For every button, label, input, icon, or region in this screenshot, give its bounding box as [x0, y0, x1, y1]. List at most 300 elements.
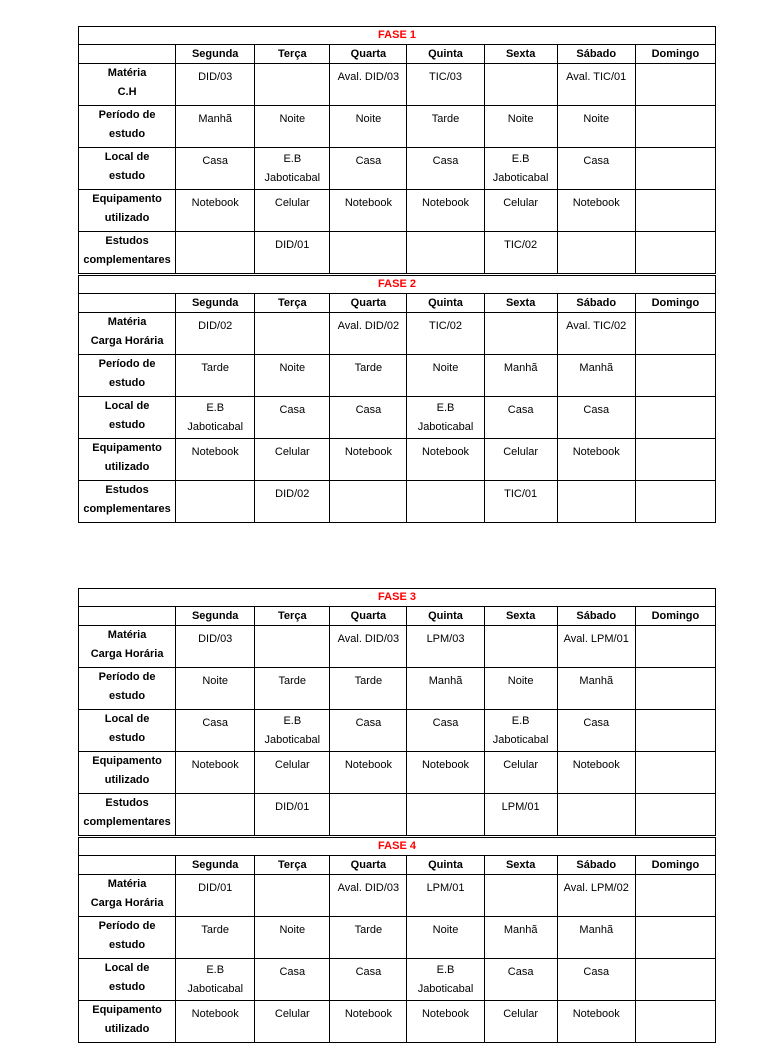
cell-text: Manhã — [503, 924, 538, 936]
row-label-line: complementares — [83, 503, 171, 515]
cell-text: Casa — [583, 155, 610, 167]
table-row — [79, 626, 716, 668]
table-row — [79, 232, 716, 274]
cell-text: Noite — [279, 924, 306, 936]
table-row — [79, 1001, 716, 1043]
cell-text: Casa — [202, 717, 229, 729]
cell-text: Noite — [583, 113, 610, 125]
header-row — [79, 294, 716, 313]
row-label-line: Estudos — [105, 235, 149, 247]
row-label-line: utilizado — [104, 212, 150, 224]
table-cell — [176, 439, 255, 481]
cell-text: Celular — [274, 759, 310, 771]
table-cell — [176, 190, 255, 232]
cell-text: E.B — [436, 963, 455, 976]
cell-text: Celular — [503, 1008, 539, 1020]
day-header: Sexta — [484, 294, 557, 313]
table-cell — [176, 710, 255, 752]
day-header: Domingo — [635, 856, 715, 875]
table-row — [79, 794, 716, 836]
cell-text: Notebook — [191, 759, 239, 771]
table-cell — [635, 917, 715, 959]
cell-text: Aval. LPM/01 — [563, 633, 629, 645]
title-row — [79, 276, 716, 294]
table-row — [79, 710, 716, 752]
table-cell — [176, 232, 255, 274]
cell-text: DID/03 — [198, 71, 233, 83]
row-label — [79, 481, 176, 523]
table-cell — [484, 232, 557, 274]
cell-text: Notebook — [191, 446, 239, 458]
table-cell — [407, 397, 484, 439]
table-cell — [635, 668, 715, 710]
day-header: Quinta — [407, 607, 484, 626]
table-cell — [330, 64, 407, 106]
table-cell — [330, 481, 407, 523]
table-cell — [330, 959, 407, 1001]
table-cell — [635, 148, 715, 190]
cell-text: Notebook — [572, 759, 620, 771]
row-label-line: Equipamento — [92, 1004, 162, 1016]
table-cell — [176, 1001, 255, 1043]
day-header: Terça — [255, 294, 330, 313]
row-label-line: estudo — [109, 170, 146, 182]
cell-text: LPM/03 — [426, 633, 465, 645]
table-cell — [484, 313, 557, 355]
row-label-line: utilizado — [104, 1023, 150, 1035]
table-cell — [635, 875, 715, 917]
table-cell — [330, 875, 407, 917]
table-cell — [484, 668, 557, 710]
row-label-line: Equipamento — [92, 755, 162, 767]
cell-text: Jaboticabal — [492, 171, 549, 184]
table-cell — [484, 710, 557, 752]
schedule-table-fase-3 — [78, 588, 716, 836]
day-header: Quarta — [330, 856, 407, 875]
cell-text: Casa — [355, 717, 382, 729]
row-label-line: Período de — [98, 920, 156, 932]
table-cell — [484, 626, 557, 668]
cell-text: Aval. TIC/01 — [566, 71, 627, 83]
table-row — [79, 64, 716, 106]
cell-text: Celular — [274, 1008, 310, 1020]
corner-cell — [79, 294, 176, 313]
cell-text: Notebook — [421, 759, 470, 771]
table-row — [79, 397, 716, 439]
table-row — [79, 355, 716, 397]
cell-text: Notebook — [344, 446, 392, 458]
table-cell — [176, 148, 255, 190]
table-row — [79, 959, 716, 1001]
table-cell — [635, 959, 715, 1001]
row-label-line: estudo — [109, 419, 146, 431]
cell-text: TIC/02 — [429, 320, 463, 332]
cell-text: E.B — [283, 152, 302, 165]
cell-text: Notebook — [572, 197, 620, 209]
cell-text: Tarde — [278, 675, 307, 687]
cell-text: Aval. DID/03 — [337, 882, 400, 894]
row-label-line: Equipamento — [92, 193, 162, 205]
cell-text: Notebook — [344, 1008, 392, 1020]
table-cell — [407, 794, 484, 836]
day-header: Domingo — [635, 294, 715, 313]
cell-text: Noite — [279, 362, 306, 374]
table-cell — [255, 439, 330, 481]
row-label-line: Local de — [104, 151, 150, 163]
day-header: Terça — [255, 856, 330, 875]
row-label — [79, 794, 176, 836]
table-cell — [407, 148, 484, 190]
row-label-line: Período de — [98, 358, 156, 370]
cell-text: Casa — [432, 717, 459, 729]
cell-text: LPM/01 — [501, 801, 540, 813]
table-cell — [330, 1001, 407, 1043]
row-label-line: utilizado — [104, 774, 150, 786]
cell-text: Tarde — [201, 924, 229, 936]
table-cell — [255, 232, 330, 274]
schedule-table-fase-2 — [78, 275, 716, 523]
table-cell — [557, 752, 635, 794]
row-label-line: Estudos — [105, 484, 149, 496]
table-cell — [484, 148, 557, 190]
cell-text: Casa — [355, 155, 382, 167]
table-cell — [407, 626, 484, 668]
table-row — [79, 313, 716, 355]
corner-cell — [79, 45, 176, 64]
schedule-table-fase-1 — [78, 26, 716, 274]
row-label-line: Carga Horária — [90, 897, 164, 909]
row-label-line: Carga Horária — [90, 335, 164, 347]
title-row — [79, 838, 716, 856]
cell-text: Casa — [355, 966, 382, 978]
table-cell — [557, 397, 635, 439]
table-cell — [255, 917, 330, 959]
table-cell — [330, 190, 407, 232]
day-header: Sexta — [484, 607, 557, 626]
corner-cell — [79, 856, 176, 875]
table-cell — [255, 752, 330, 794]
cell-text: DID/01 — [275, 801, 310, 813]
table-cell — [176, 668, 255, 710]
header-row — [79, 856, 716, 875]
table-cell — [407, 481, 484, 523]
cell-text: LPM/01 — [426, 882, 465, 894]
table-cell — [407, 752, 484, 794]
table-cell — [484, 917, 557, 959]
cell-text: DID/01 — [275, 239, 310, 251]
table-cell — [330, 106, 407, 148]
table-cell — [557, 148, 635, 190]
table-cell — [176, 313, 255, 355]
table-row — [79, 668, 716, 710]
table-cell — [176, 106, 255, 148]
table-cell — [557, 710, 635, 752]
table-cell — [484, 106, 557, 148]
row-label — [79, 232, 176, 274]
row-label — [79, 917, 176, 959]
table-cell — [407, 232, 484, 274]
row-label — [79, 668, 176, 710]
title-row — [79, 589, 716, 607]
table-cell — [635, 710, 715, 752]
cell-text: Manhã — [198, 113, 233, 125]
row-label — [79, 875, 176, 917]
row-label — [79, 190, 176, 232]
table-cell — [635, 1001, 715, 1043]
table-cell — [557, 668, 635, 710]
table-row — [79, 875, 716, 917]
cell-text: Notebook — [421, 1008, 470, 1020]
row-label-line: estudo — [109, 939, 146, 951]
day-header: Sábado — [557, 45, 635, 64]
cell-text: Celular — [503, 759, 539, 771]
table-cell — [255, 959, 330, 1001]
cell-text: Noite — [507, 675, 534, 687]
row-label — [79, 397, 176, 439]
table-cell — [330, 313, 407, 355]
table-row — [79, 439, 716, 481]
cell-text: Jaboticabal — [264, 171, 321, 184]
cell-text: Jaboticabal — [417, 420, 474, 433]
cell-text: TIC/01 — [504, 488, 538, 500]
row-label — [79, 148, 176, 190]
fase-title: FASE 2 — [79, 276, 716, 294]
corner-cell — [79, 607, 176, 626]
table-cell — [557, 626, 635, 668]
cell-text: Manhã — [579, 924, 614, 936]
row-label — [79, 106, 176, 148]
table-cell — [176, 917, 255, 959]
cell-text: Noite — [507, 113, 534, 125]
table-cell — [407, 710, 484, 752]
cell-text: Manhã — [579, 675, 614, 687]
table-cell — [176, 752, 255, 794]
table-row — [79, 106, 716, 148]
table-cell — [330, 439, 407, 481]
table-cell — [255, 355, 330, 397]
table-cell — [176, 959, 255, 1001]
row-label — [79, 313, 176, 355]
table-cell — [635, 313, 715, 355]
table-cell — [407, 439, 484, 481]
table-cell — [255, 481, 330, 523]
day-header: Quinta — [407, 856, 484, 875]
cell-text: E.B — [511, 152, 530, 165]
table-row — [79, 752, 716, 794]
table-cell — [635, 752, 715, 794]
row-label-line: estudo — [109, 377, 146, 389]
row-label — [79, 355, 176, 397]
table-cell — [484, 64, 557, 106]
table-cell — [255, 626, 330, 668]
cell-text: Tarde — [201, 362, 229, 374]
header-row — [79, 45, 716, 64]
table-row — [79, 148, 716, 190]
cell-text: E.B — [283, 714, 302, 727]
cell-text: Noite — [202, 675, 229, 687]
fase-title: FASE 1 — [79, 27, 716, 45]
table-cell — [557, 875, 635, 917]
day-header: Quinta — [407, 45, 484, 64]
table-cell — [635, 64, 715, 106]
cell-text: Notebook — [344, 197, 392, 209]
row-label-line: estudo — [109, 732, 146, 744]
row-label-line: Período de — [98, 109, 156, 121]
table-cell — [484, 190, 557, 232]
cell-text: Notebook — [421, 197, 470, 209]
row-label-line: complementares — [83, 816, 171, 828]
cell-text: Celular — [274, 197, 310, 209]
table-cell — [407, 64, 484, 106]
table-cell — [557, 917, 635, 959]
day-header: Sábado — [557, 856, 635, 875]
cell-text: Jaboticabal — [264, 733, 321, 746]
table-cell — [255, 397, 330, 439]
cell-text: E.B — [511, 714, 530, 727]
cell-text: DID/02 — [275, 488, 310, 500]
row-label — [79, 752, 176, 794]
day-header: Domingo — [635, 45, 715, 64]
cell-text: Tarde — [431, 113, 460, 125]
row-label-line: Local de — [104, 713, 150, 725]
cell-text: Noite — [355, 113, 382, 125]
row-label-line: utilizado — [104, 461, 150, 473]
cell-text: DID/03 — [198, 633, 233, 645]
cell-text: Jaboticabal — [187, 420, 244, 433]
cell-text: DID/02 — [198, 320, 233, 332]
row-label-line: estudo — [109, 690, 146, 702]
cell-text: Aval. DID/02 — [337, 320, 400, 332]
table-cell — [557, 355, 635, 397]
table-cell — [330, 917, 407, 959]
schedule-table-fase-4 — [78, 837, 716, 1043]
day-header: Segunda — [176, 294, 255, 313]
table-cell — [635, 481, 715, 523]
cell-text: Noite — [432, 362, 459, 374]
day-header: Terça — [255, 45, 330, 64]
table-cell — [635, 794, 715, 836]
fase-title: FASE 3 — [79, 589, 716, 607]
row-label-line: Matéria — [107, 316, 147, 328]
table-cell — [557, 439, 635, 481]
table-cell — [255, 64, 330, 106]
cell-text: Aval. TIC/02 — [566, 320, 627, 332]
table-cell — [176, 626, 255, 668]
cell-text: E.B — [436, 401, 455, 414]
table-cell — [330, 794, 407, 836]
cell-text: Notebook — [191, 197, 239, 209]
table-cell — [557, 794, 635, 836]
table-cell — [330, 752, 407, 794]
row-label-line: Equipamento — [92, 442, 162, 454]
header-row — [79, 607, 716, 626]
cell-text: Casa — [202, 155, 229, 167]
table-cell — [330, 668, 407, 710]
cell-text: Jaboticabal — [492, 733, 549, 746]
table-cell — [635, 626, 715, 668]
table-cell — [330, 626, 407, 668]
table-cell — [407, 313, 484, 355]
table-cell — [407, 355, 484, 397]
table-cell — [484, 752, 557, 794]
cell-text: Notebook — [191, 1008, 239, 1020]
table-cell — [407, 1001, 484, 1043]
table-cell — [330, 232, 407, 274]
table-cell — [407, 917, 484, 959]
table-cell — [176, 355, 255, 397]
table-cell — [255, 313, 330, 355]
cell-text: Aval. LPM/02 — [563, 882, 629, 894]
table-cell — [255, 794, 330, 836]
table-cell — [176, 794, 255, 836]
day-header: Sábado — [557, 294, 635, 313]
row-label — [79, 626, 176, 668]
cell-text: Casa — [355, 404, 382, 416]
day-header: Segunda — [176, 856, 255, 875]
cell-text: Manhã — [503, 362, 538, 374]
cell-text: Manhã — [428, 675, 463, 687]
cell-text: Noite — [432, 924, 459, 936]
table-cell — [557, 1001, 635, 1043]
table-cell — [176, 397, 255, 439]
cell-text: Casa — [279, 404, 306, 416]
table-row — [79, 481, 716, 523]
row-label-line: Matéria — [107, 67, 147, 79]
day-header: Domingo — [635, 607, 715, 626]
table-cell — [557, 106, 635, 148]
day-header: Segunda — [176, 607, 255, 626]
table-cell — [635, 439, 715, 481]
table-cell — [176, 64, 255, 106]
table-cell — [407, 106, 484, 148]
table-cell — [255, 668, 330, 710]
cell-text: Tarde — [354, 362, 383, 374]
row-label-line: Matéria — [107, 629, 147, 641]
table-cell — [255, 190, 330, 232]
cell-text: Casa — [583, 966, 610, 978]
cell-text: Casa — [507, 966, 534, 978]
cell-text: Casa — [432, 155, 459, 167]
table-cell — [484, 481, 557, 523]
table-cell — [255, 875, 330, 917]
table-row — [79, 190, 716, 232]
table-cell — [635, 232, 715, 274]
table-cell — [484, 959, 557, 1001]
day-header: Quarta — [330, 45, 407, 64]
table-cell — [330, 148, 407, 190]
day-header: Sexta — [484, 45, 557, 64]
cell-text: Tarde — [354, 675, 383, 687]
row-label-line: Período de — [98, 671, 156, 683]
table-cell — [557, 959, 635, 1001]
table-cell — [330, 397, 407, 439]
cell-text: Jaboticabal — [187, 982, 244, 995]
table-cell — [330, 355, 407, 397]
table-cell — [176, 481, 255, 523]
row-label-line: Estudos — [105, 797, 149, 809]
table-row — [79, 917, 716, 959]
table-cell — [635, 106, 715, 148]
cell-text: Notebook — [421, 446, 470, 458]
cell-text: TIC/02 — [504, 239, 538, 251]
row-label-line: C.H — [117, 86, 137, 98]
day-header: Quarta — [330, 607, 407, 626]
table-cell — [255, 1001, 330, 1043]
row-label-line: Local de — [104, 400, 150, 412]
cell-text: Celular — [503, 446, 539, 458]
table-cell — [330, 710, 407, 752]
cell-text: Casa — [583, 404, 610, 416]
